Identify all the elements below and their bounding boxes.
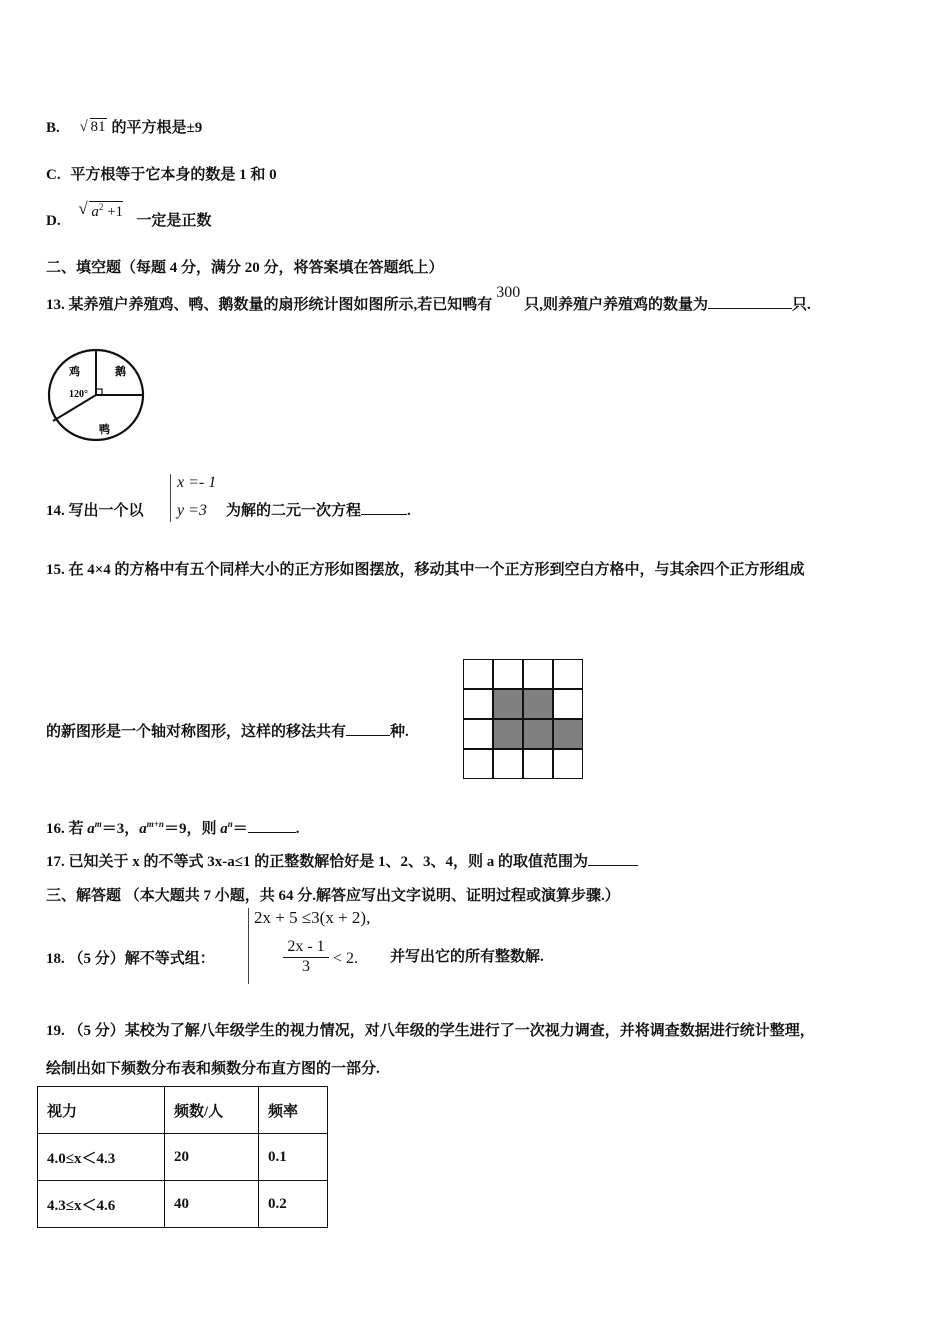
question-17: 17. 已知关于 x 的不等式 3x-a≤1 的正整数解恰好是 1、2、3、4，则 a 的取值范围为 bbox=[46, 850, 638, 871]
grid-cell bbox=[553, 749, 583, 779]
question-15-cont: 的新图形是一个轴对称图形，这样的移法共有 种. bbox=[46, 720, 409, 741]
q15-answer-blank bbox=[346, 721, 390, 736]
table-header: 频数/人 bbox=[165, 1087, 259, 1134]
table-cell: 0.2 bbox=[259, 1181, 328, 1228]
grid-cell-shaded bbox=[493, 719, 523, 749]
q18-instruction: 并写出它的所有整数解. bbox=[390, 949, 544, 965]
grid-cell-shaded bbox=[553, 719, 583, 749]
q13-answer-blank bbox=[708, 294, 792, 309]
table-cell: 0.1 bbox=[259, 1134, 328, 1181]
option-b: B. √ 81 的平方根是±9 bbox=[46, 119, 203, 136]
table-header: 视力 bbox=[38, 1087, 165, 1134]
option-b-label: B. bbox=[46, 120, 60, 136]
grid-cell bbox=[493, 659, 523, 689]
grid-cell bbox=[523, 659, 553, 689]
question-15: 15. 在 4×4 的方格中有五个同样大小的正方形如图摆放，移动其中一个正方形到空白方格中，与其余四个正方形组成 bbox=[46, 562, 805, 578]
option-c-text: 平方根等于它本身的数是 1 和 0 bbox=[70, 167, 277, 183]
option-d: D. √ $a^2 +1$ 一定是正数 bbox=[46, 199, 212, 229]
grid-cell bbox=[553, 659, 583, 689]
q15-grid bbox=[463, 659, 583, 779]
table-row bbox=[38, 1134, 328, 1181]
grid-cell bbox=[463, 689, 493, 719]
table-cell: 4.0≤x＜4.3 bbox=[38, 1134, 165, 1181]
q14-brace bbox=[170, 474, 171, 522]
option-c: C. 平方根等于它本身的数是 1 和 0 bbox=[46, 167, 277, 183]
table-cell: 4.3≤x＜4.6 bbox=[38, 1181, 165, 1228]
frequency-table bbox=[37, 1086, 328, 1228]
q13-value: 300 bbox=[496, 284, 521, 301]
pie-label-duck: 鸭 bbox=[99, 424, 110, 436]
table-header: 频率 bbox=[259, 1087, 328, 1134]
q18-inequality-1: 2x + 5 ≤3(x + 2), bbox=[254, 908, 371, 927]
table-row bbox=[38, 1181, 328, 1228]
pie-angle-label: 120° bbox=[69, 389, 88, 400]
pie-label-goose: 鹅 bbox=[115, 366, 126, 378]
grid-cell bbox=[553, 689, 583, 719]
table-cell: 40 bbox=[165, 1181, 259, 1228]
grid-cell bbox=[523, 749, 553, 779]
q14-eq2: y =3 bbox=[177, 502, 207, 519]
grid-cell bbox=[463, 749, 493, 779]
grid-cell-shaded bbox=[493, 689, 523, 719]
grid-cell bbox=[493, 749, 523, 779]
table-cell: 20 bbox=[165, 1134, 259, 1181]
sqrt-a2-plus-1: √ $a^2 +1$ bbox=[78, 199, 124, 220]
q13-pie-chart bbox=[45, 347, 149, 445]
q14-eq1: x =- 1 bbox=[177, 474, 217, 491]
q14-answer-blank bbox=[361, 500, 407, 515]
grid-cell-shaded bbox=[523, 689, 553, 719]
grid-cell bbox=[463, 659, 493, 689]
question-14: 14. 写出一个以 bbox=[46, 503, 144, 519]
option-b-text: 的平方根是±9 bbox=[111, 120, 203, 136]
pie-label-chicken: 鸡 bbox=[69, 366, 80, 378]
section-3-title: 三、解答题 （本大题共 7 小题，共 64 分.解答应写出文字说明、证明过程或演算步骤.） bbox=[46, 888, 620, 904]
question-13: 13. 某养殖户养殖鸡、鸭、鹅数量的扇形统计图如图所示,若已知鸭有300只,则养殖户养殖鸡的数量为 只. bbox=[46, 284, 811, 313]
question-16: 16. 若 $a^m=3$，$a^{m+n}=9$，则 $a^n=$ . bbox=[46, 819, 300, 837]
q17-answer-blank bbox=[588, 851, 638, 866]
question-18: 18. （5 分）解不等式组： bbox=[46, 951, 215, 967]
grid-cell bbox=[463, 719, 493, 749]
table-header-row bbox=[38, 1087, 328, 1134]
section-2-title: 二、填空题（每题 4 分，满分 20 分，将答案填在答题纸上） bbox=[46, 260, 444, 276]
q18-inequality-2-rest: < 2. bbox=[333, 950, 359, 967]
question-19-cont: 绘制出如下频数分布表和频数分布直方图的一部分. bbox=[46, 1061, 380, 1077]
q18-brace bbox=[248, 908, 249, 984]
q18-fraction: 2x - 1 3 bbox=[283, 938, 329, 976]
question-19: 19. （5 分）某校为了解八年级学生的视力情况，对八年级的学生进行了一次视力调查，并将调查数据进行统计整理， bbox=[46, 1023, 815, 1039]
grid-cell-shaded bbox=[523, 719, 553, 749]
q16-answer-blank bbox=[248, 818, 296, 833]
option-d-text: 一定是正数 bbox=[136, 213, 212, 229]
question-14-rest: 为解的二元一次方程 . bbox=[226, 499, 411, 520]
